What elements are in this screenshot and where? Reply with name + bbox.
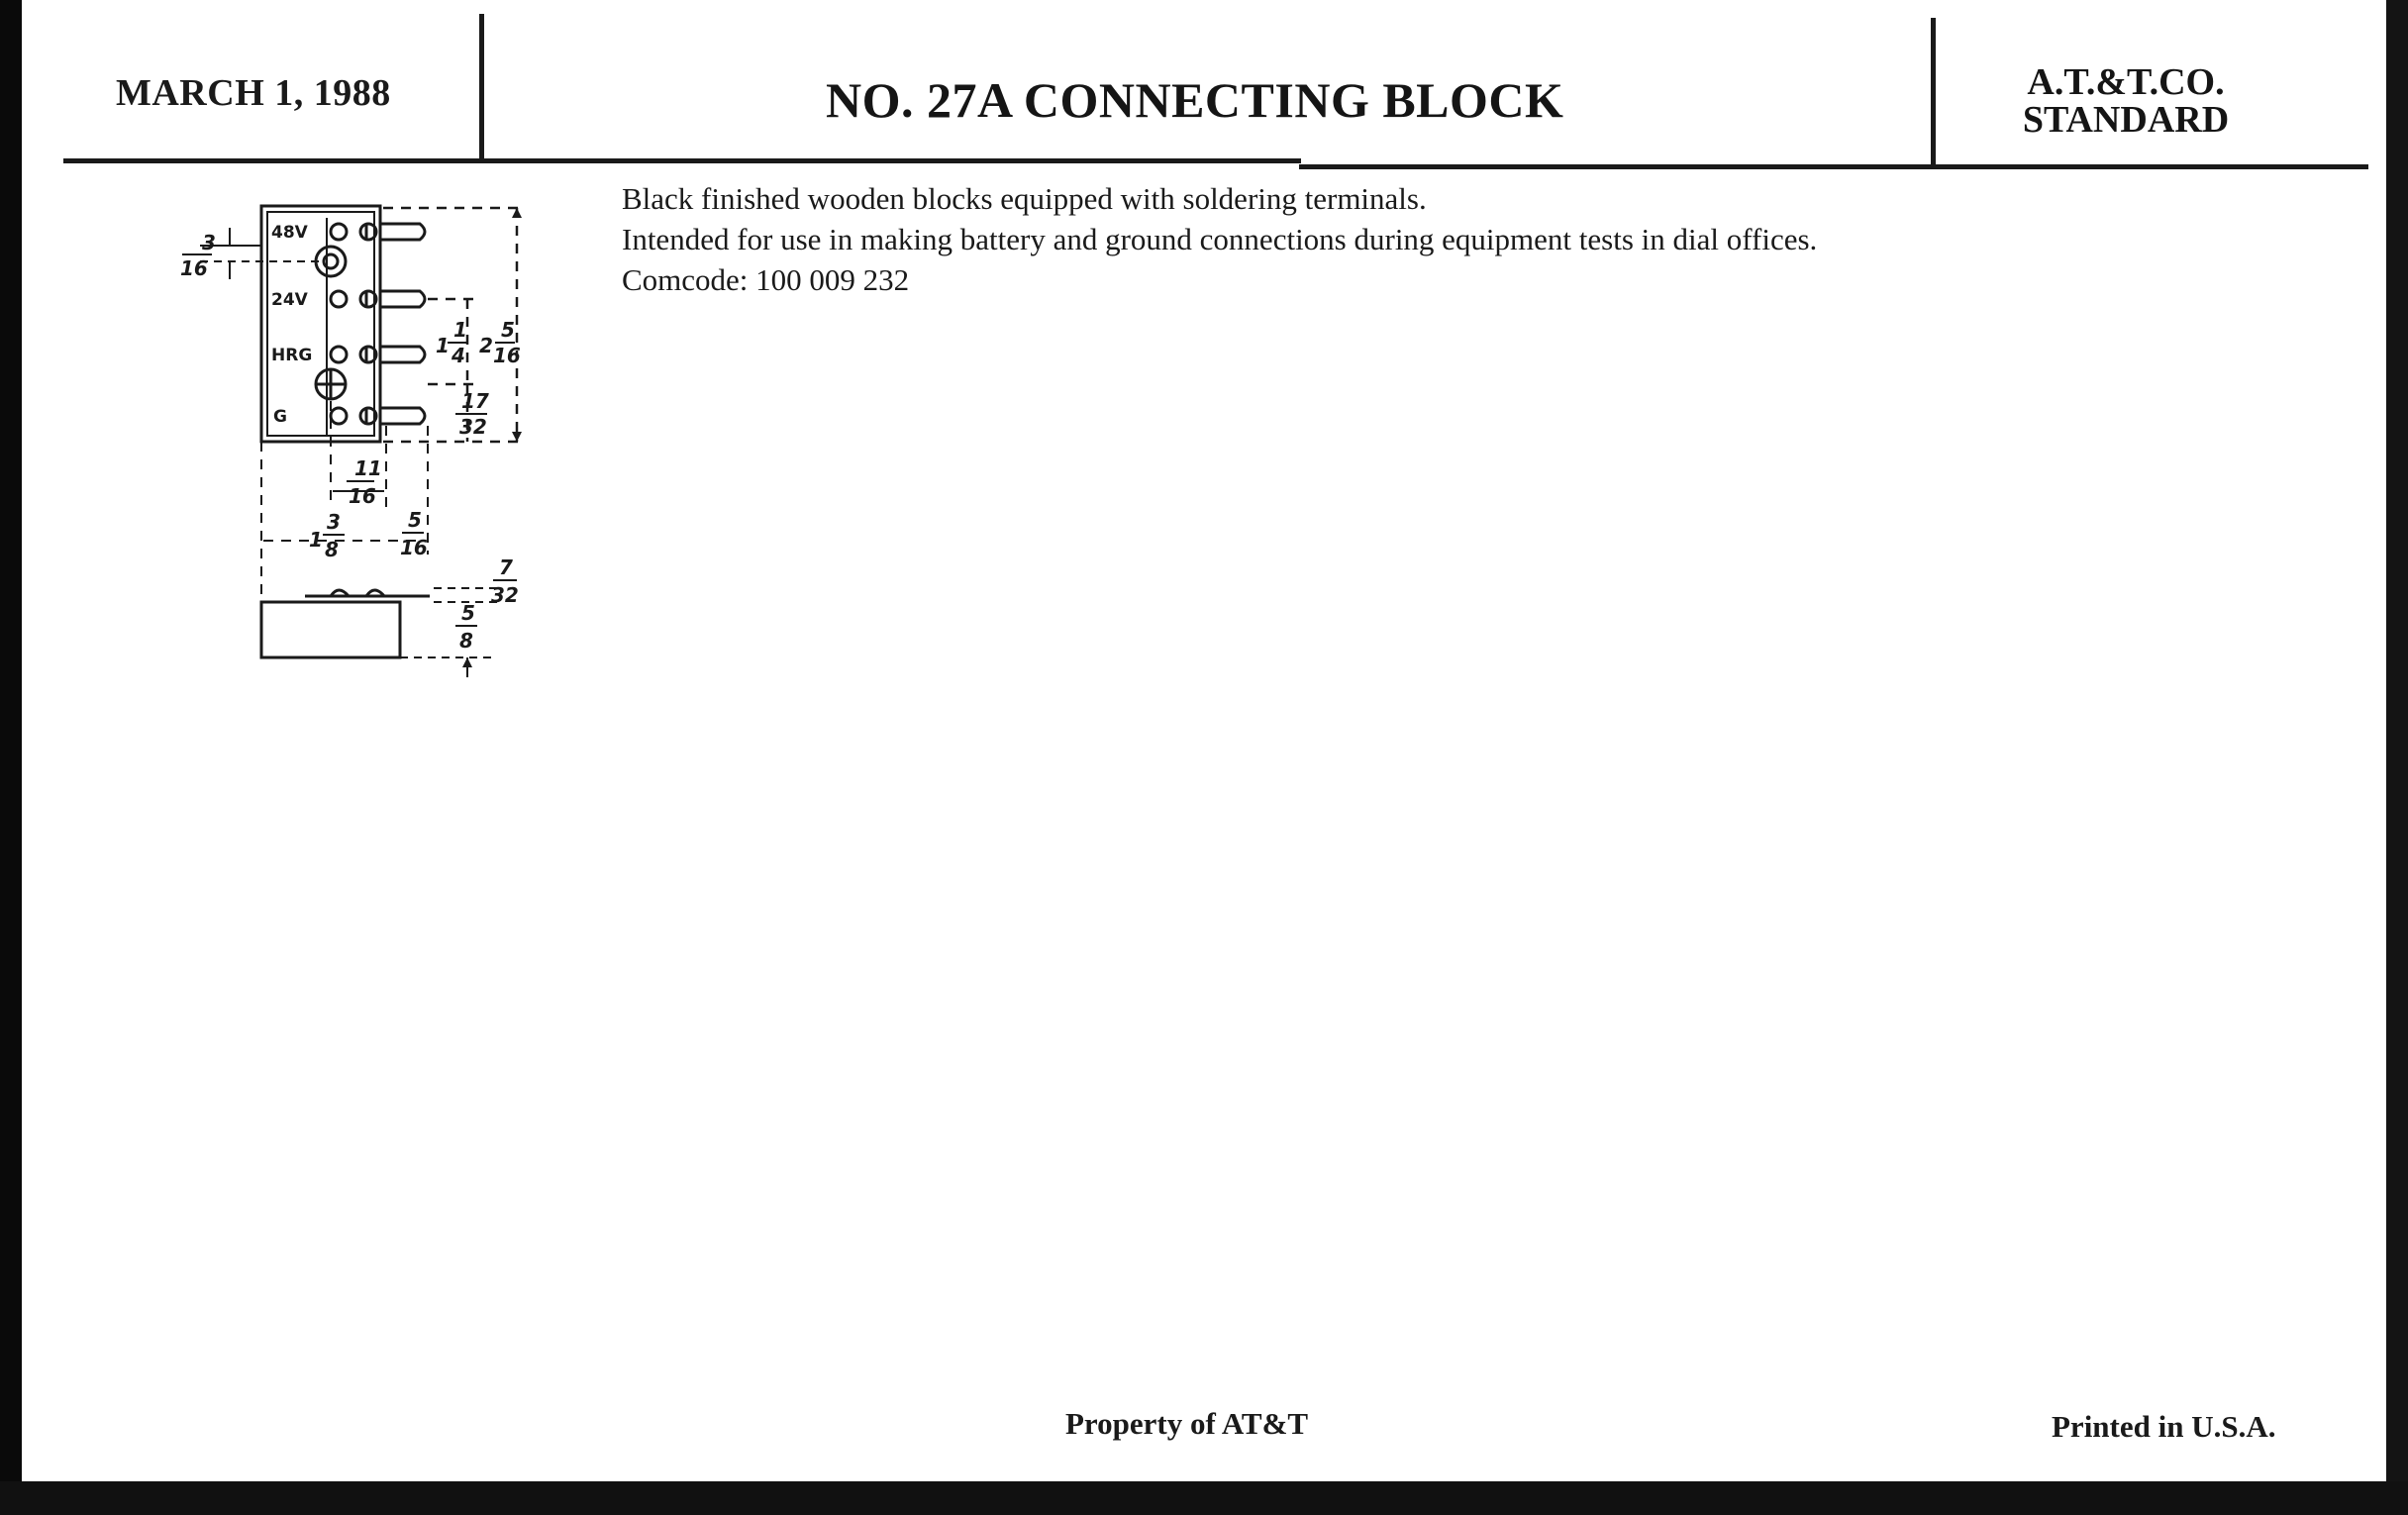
svg-text:3: 3 <box>202 231 216 254</box>
dim-terminal-spacing <box>436 318 467 367</box>
footer-property: Property of AT&T <box>1065 1406 1309 1441</box>
dim-lug-width <box>400 508 428 559</box>
card-edge-bottom <box>0 1481 2408 1515</box>
dim-block-thickness <box>455 601 477 653</box>
terminal-label-g: G <box>273 407 287 427</box>
terminal-row-g <box>331 408 425 424</box>
header-divider-right <box>1931 18 1936 168</box>
standard-line-1: A.T.&T.CO. <box>2027 61 2225 103</box>
connecting-block-drawing <box>160 188 576 703</box>
dim-top-offset <box>180 231 216 280</box>
svg-text:16: 16 <box>180 256 208 280</box>
terminal-row-hrg <box>331 347 425 362</box>
terminal-label-48v: 48V <box>271 223 308 243</box>
page-title: NO. 27A CONNECTING BLOCK <box>826 72 1564 128</box>
dim-overall-height <box>479 318 521 367</box>
terminal-label-24v: 24V <box>271 290 308 310</box>
description <box>622 178 1817 300</box>
mounting-screw-top <box>316 247 346 276</box>
svg-text:1: 1 <box>309 528 323 552</box>
description-line-2: Intended for use in making battery and ground connections during equipment tests in dial offices. <box>622 222 1818 256</box>
svg-text:8: 8 <box>325 538 339 561</box>
svg-text:5: 5 <box>501 318 515 342</box>
dim-bottom-offset <box>455 389 489 439</box>
card-edge-right <box>2386 0 2408 1515</box>
svg-text:16: 16 <box>349 484 376 508</box>
block-side-view <box>261 602 400 657</box>
svg-text:5: 5 <box>461 601 475 625</box>
svg-text:1: 1 <box>436 334 450 357</box>
dim-terminal-width <box>347 456 382 508</box>
terminal-row-24v <box>331 291 425 307</box>
svg-text:17: 17 <box>461 389 489 413</box>
svg-text:2: 2 <box>479 334 493 357</box>
svg-text:4: 4 <box>452 344 465 367</box>
svg-text:32: 32 <box>491 583 519 607</box>
issue-date: MARCH 1, 1988 <box>116 72 391 114</box>
dim-overall-width <box>309 510 345 561</box>
dim-terminal-height <box>491 556 519 607</box>
footer-printed: Printed in U.S.A. <box>2052 1409 2276 1444</box>
svg-text:16: 16 <box>400 536 428 559</box>
svg-text:1: 1 <box>453 318 467 342</box>
description-line-1: Black finished wooden blocks equipped with soldering terminals. <box>622 181 1427 216</box>
terminal-label-hrg: HRG <box>271 346 313 365</box>
svg-text:5: 5 <box>408 508 422 532</box>
header-rule-left <box>63 158 1301 163</box>
header-rule-right <box>1299 164 2368 169</box>
svg-text:16: 16 <box>493 344 521 367</box>
terminal-row-48v <box>331 224 425 240</box>
spec-card <box>22 0 2386 1481</box>
svg-text:7: 7 <box>499 556 513 579</box>
description-line-3: Comcode: 100 009 232 <box>622 262 910 297</box>
standard-line-2: STANDARD <box>2022 99 2230 141</box>
svg-text:11: 11 <box>354 456 382 480</box>
svg-text:8: 8 <box>459 629 473 653</box>
svg-text:3: 3 <box>327 510 341 534</box>
header-divider-left <box>479 14 484 162</box>
standard-label <box>1997 63 2255 139</box>
svg-text:32: 32 <box>459 415 487 439</box>
mounting-screw-bottom <box>316 369 346 399</box>
